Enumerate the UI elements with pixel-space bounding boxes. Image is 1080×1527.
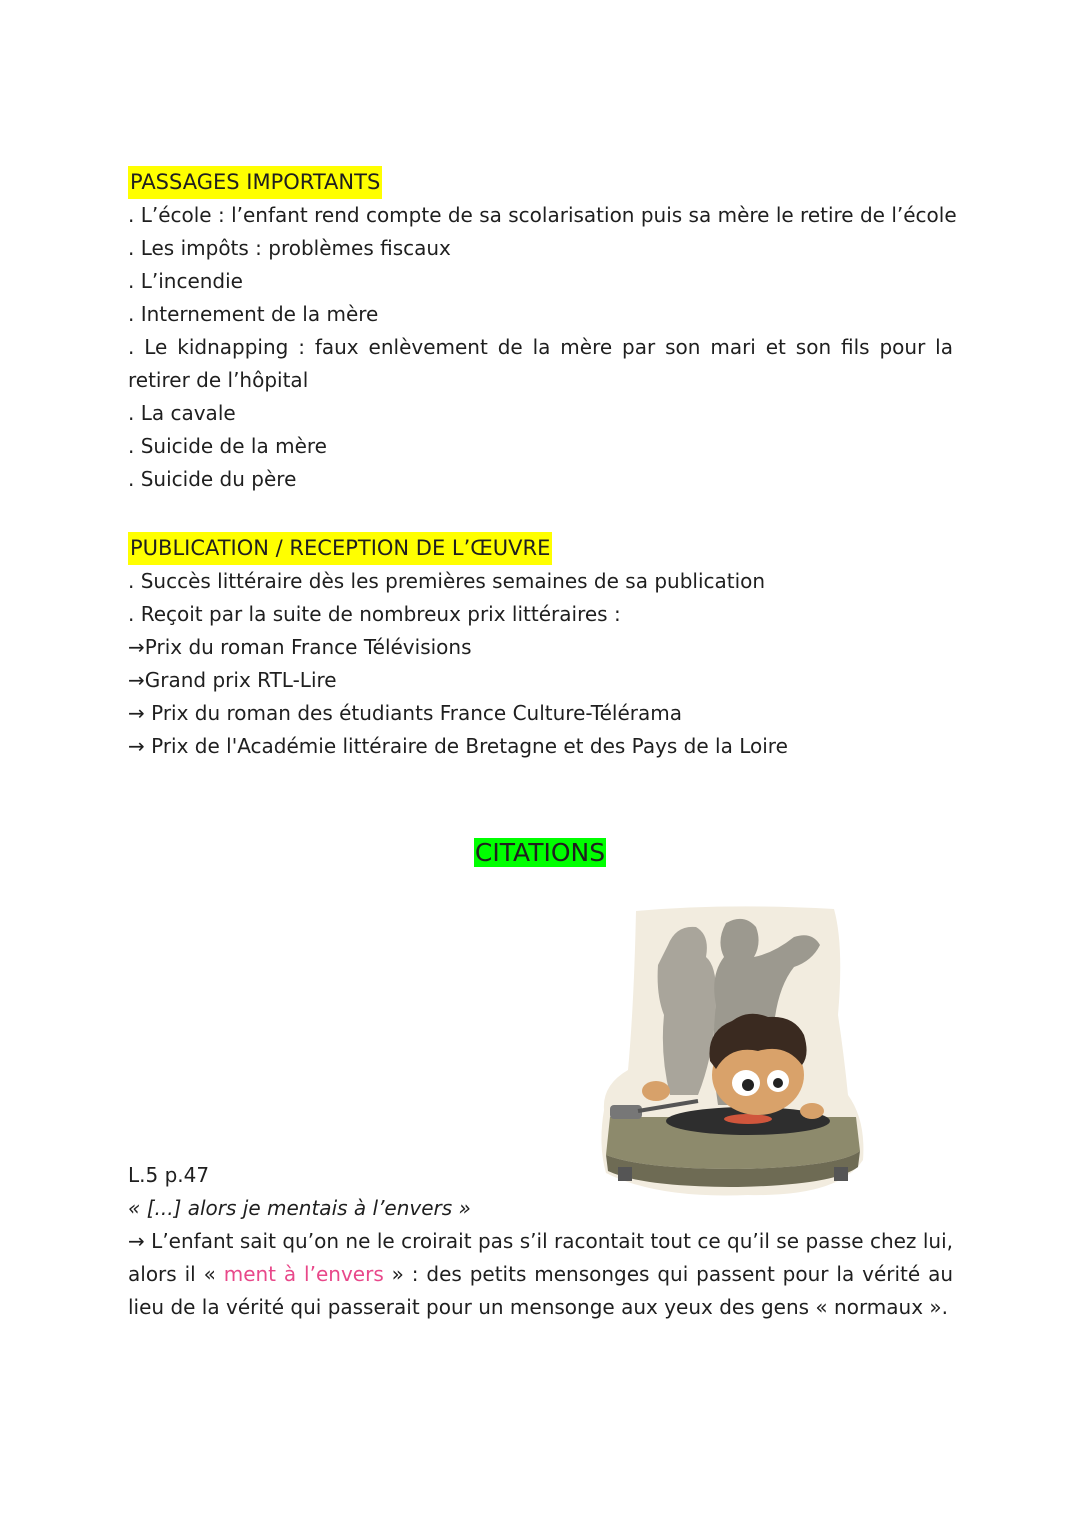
citation-quote: « [...] alors je mentais à l’envers » [128,1196,471,1220]
citation-comment [128,1225,953,1324]
prize-item: →Prix du roman France Télévisions [128,635,472,659]
boy-turntable-illustration [598,905,870,1200]
passage-item: . Internement de la mère [128,302,379,326]
passage-item: . Suicide du père [128,467,297,491]
comment-text: » : des petits mensonges qui passent pour la vérité au lieu de la vérité qui passerait pour un mensonge aux yeux des gens « normaux ». [128,1262,953,1319]
publication-item: . Succès littéraire dès les premières semaines de sa publication [128,569,766,593]
citation-reference: L.5 p.47 [128,1163,210,1187]
citations-title: CITATIONS [474,838,606,867]
passages-title: PASSAGES IMPORTANTS [128,166,382,199]
passage-item: . La cavale [128,401,236,425]
passage-item: . Le kidnapping : faux enlèvement de la mère par son mari et son fils pour la retirer de l’hôpital [128,335,953,392]
comment-highlight: ment à l’envers [223,1262,384,1286]
passage-item: . Les impôts : problèmes fiscaux [128,236,451,260]
citation-block [128,1159,953,1324]
prize-item: →Grand prix RTL-Lire [128,668,337,692]
passages-section [128,166,957,496]
prize-item: → Prix de l'Académie littéraire de Bretagne et des Pays de la Loire [128,734,788,758]
passage-item: . L’incendie [128,269,243,293]
publication-title: PUBLICATION / RECEPTION DE L’ŒUVRE [128,532,552,565]
comment-text: → L’enfant sait qu’on ne le croirait pas s’il racontait tout ce qu’il se passe chez lui, alors il « [128,1229,953,1286]
illustration-svg [598,905,870,1200]
publication-section [128,532,953,763]
prize-item: → Prix du roman des étudiants France Culture-Télérama [128,701,682,725]
passage-item: . L’école : l’enfant rend compte de sa scolarisation puis sa mère le retire de l’école [128,203,957,227]
passage-item: . Suicide de la mère [128,434,327,458]
publication-item: . Reçoit par la suite de nombreux prix littéraires : [128,602,621,626]
citations-heading [0,833,1080,873]
